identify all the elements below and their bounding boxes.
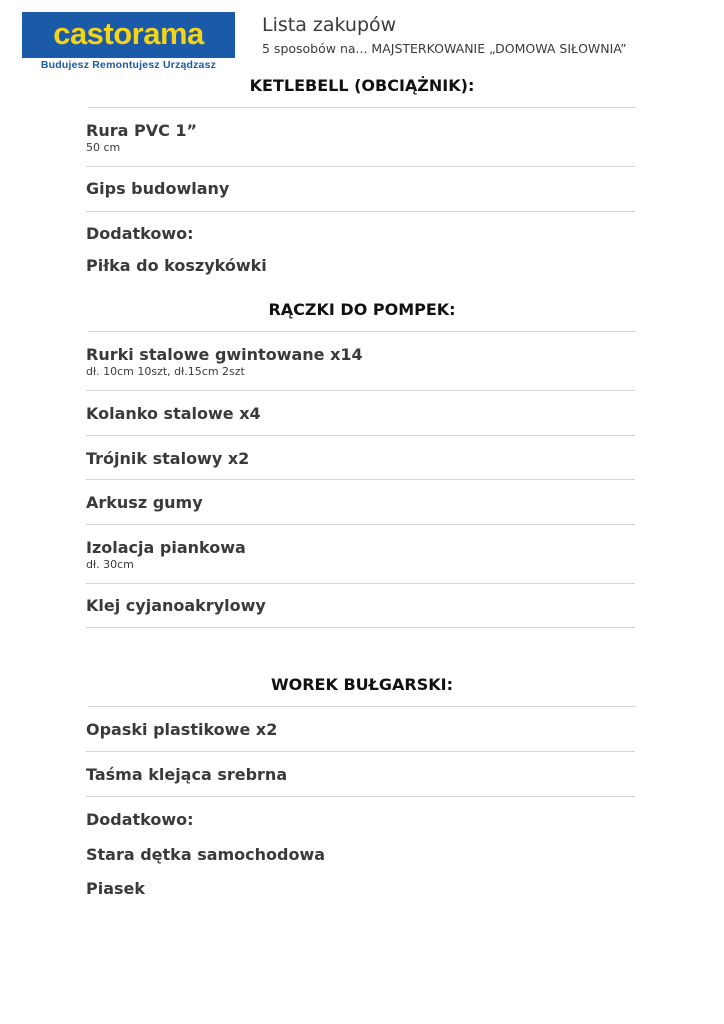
list-item: Rura PVC 1” <box>86 121 198 140</box>
list-item: Arkusz gumy <box>86 493 203 512</box>
section-title-ketlebell: KETLEBELL (OBCIĄŻNIK): <box>249 76 475 95</box>
item-note: 50 cm <box>86 141 121 154</box>
list-item: Rurki stalowe gwintowane x14 <box>86 345 363 364</box>
list-item: Kolanko stalowe x4 <box>86 404 261 423</box>
divider <box>88 706 636 707</box>
divider <box>88 331 636 332</box>
divider <box>86 524 635 525</box>
logo-wordmark: castorama <box>53 16 204 51</box>
divider <box>88 107 636 108</box>
logo-tagline: Budujesz Remontujesz Urządzasz <box>22 58 235 73</box>
section-title-worek: WOREK BUŁGARSKI: <box>270 675 454 694</box>
list-item: Taśma klejąca srebrna <box>86 765 288 784</box>
divider <box>86 627 635 628</box>
list-item: Izolacja piankowa <box>86 538 246 557</box>
list-item: Klej cyjanoakrylowy <box>86 596 266 615</box>
item-note: dł. 30cm <box>86 558 134 571</box>
divider <box>86 211 635 212</box>
castorama-logo <box>22 12 235 73</box>
list-item: Opaski plastikowe x2 <box>86 720 278 739</box>
list-item: Stara dętka samochodowa <box>86 845 326 864</box>
divider <box>86 796 635 797</box>
list-item: Trójnik stalowy x2 <box>86 449 250 468</box>
divider <box>86 166 635 167</box>
divider <box>86 390 635 391</box>
list-item: Piłka do koszykówki <box>86 256 267 275</box>
page-subtitle: 5 sposobów na... MAJSTERKOWANIE „DOMOWA SIŁOWNIA” <box>262 41 627 56</box>
divider <box>86 435 635 436</box>
divider <box>86 751 635 752</box>
list-item: Piasek <box>86 879 146 898</box>
list-item: Dodatkowo: <box>86 810 194 829</box>
divider <box>86 583 635 584</box>
item-note: dł. 10cm 10szt, dł.15cm 2szt <box>86 365 245 378</box>
list-item: Gips budowlany <box>86 179 230 198</box>
page-title: Lista zakupów <box>262 14 397 36</box>
divider <box>86 479 635 480</box>
list-item: Dodatkowo: <box>86 224 194 243</box>
section-title-raczki: RĄCZKI DO POMPEK: <box>268 300 456 319</box>
